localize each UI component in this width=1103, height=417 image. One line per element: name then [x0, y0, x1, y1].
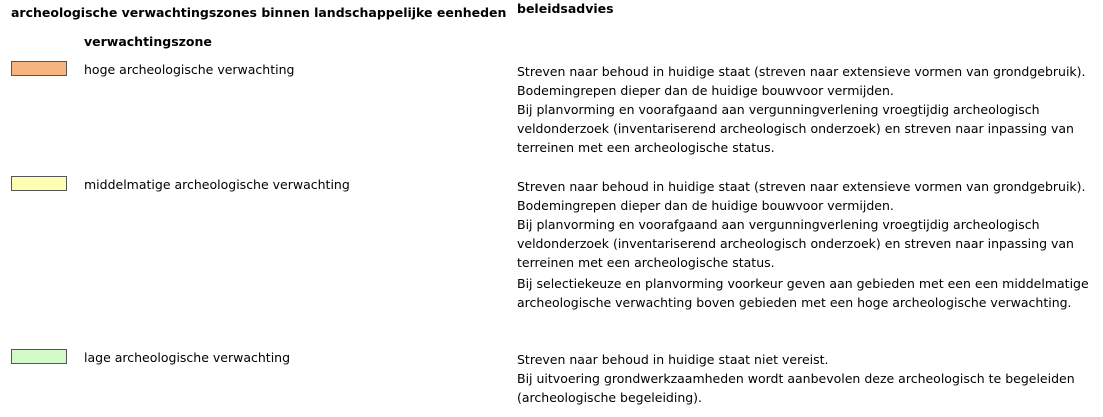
advice-line: Streven naar behoud in huidige staat (streven naar extensieve vormen van grondgebruik). — [517, 179, 1086, 194]
advice-line: Bij selectiekeuze en planvorming voorkeur geven aan gebieden met een een middelmatige — [517, 276, 1089, 291]
advice-line: Streven naar behoud in huidige staat niet vereist. — [517, 352, 829, 367]
advice-line: Streven naar behoud in huidige staat (streven naar extensieve vormen van grondgebruik). — [517, 64, 1086, 79]
color-swatch-low — [11, 349, 67, 364]
legend-title: archeologische verwachtingszones binnen landschappelijke eenheden — [11, 5, 507, 20]
advice-line: Bij uitvoering grondwerkzaamheden wordt aanbevolen deze archeologisch te begeleiden — [517, 371, 1075, 386]
advice-line: terreinen met een archeologische status. — [517, 140, 775, 155]
advice-text-high — [517, 62, 1087, 157]
advice-text-medium — [517, 177, 1087, 312]
advice-line: Bij planvorming en voorafgaand aan vergunningverlening vroegtijdig archeologisch — [517, 102, 1040, 117]
advice-line: Bodemingrepen dieper dan de huidige bouwvoor vermijden. — [517, 83, 894, 98]
advice-line: (archeologische begeleiding). — [517, 390, 703, 405]
color-swatch-high — [11, 61, 67, 76]
zone-label-high: hoge archeologische verwachting — [84, 62, 295, 77]
advice-line: veldonderzoek (inventariserend archeologisch onderzoek) en streven naar inpassing van — [517, 121, 1074, 136]
color-swatch-medium — [11, 176, 67, 191]
advice-line: Bij planvorming en voorafgaand aan vergunningverlening vroegtijdig archeologisch — [517, 217, 1040, 232]
zone-label-medium: middelmatige archeologische verwachting — [84, 177, 350, 192]
zone-label-low: lage archeologische verwachting — [84, 350, 291, 365]
advice-line: veldonderzoek (inventariserend archeologisch onderzoek) en streven naar inpassing van — [517, 236, 1074, 251]
advice-line: archeologische verwachting boven gebieden met een hoge archeologische verwachting. — [517, 295, 1072, 310]
advice-line: terreinen met een archeologische status. — [517, 255, 775, 270]
advice-text-low — [517, 350, 1087, 407]
column-header-advice: beleidsadvies — [517, 1, 614, 16]
column-header-zone: verwachtingszone — [84, 34, 212, 49]
advice-line: Bodemingrepen dieper dan de huidige bouwvoor vermijden. — [517, 198, 894, 213]
